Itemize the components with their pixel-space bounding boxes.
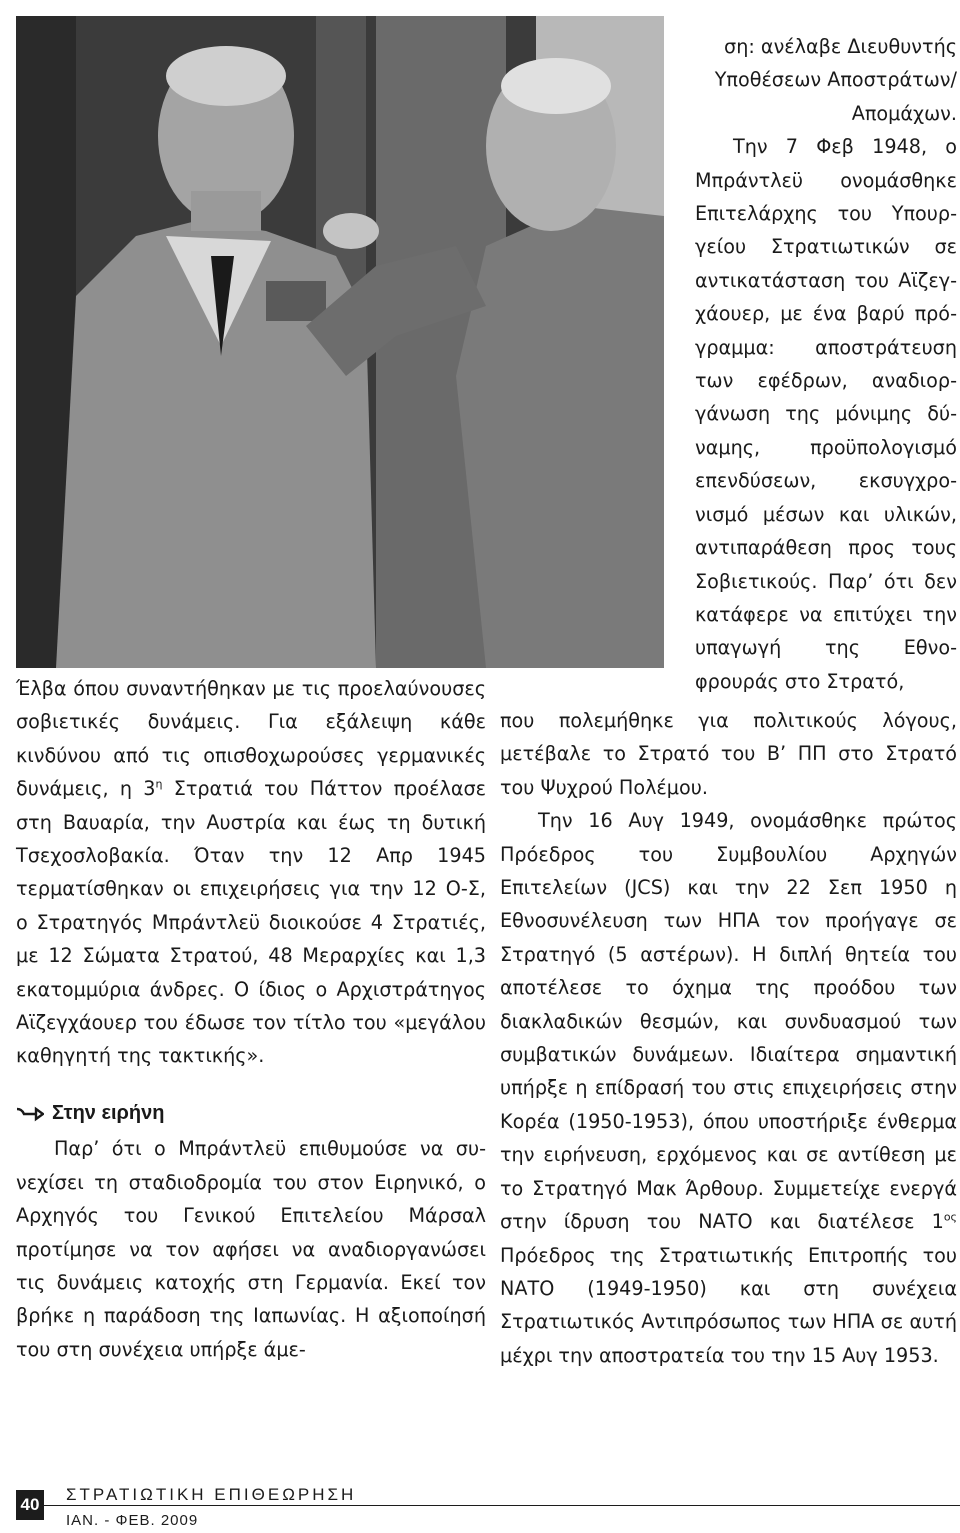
superscript: η	[155, 777, 163, 791]
right-column-top	[695, 30, 957, 698]
paragraph-cold-war-army: που πολεμήθηκε για πολιτικούς λόγους, μετέβαλε το Στρατό του Β’ ΠΠ στο Στρατό του Ψυχρού Πολέμου.	[500, 709, 957, 799]
page-number: 40	[16, 1490, 44, 1520]
photo-bradley-truman	[16, 16, 664, 668]
right-column	[500, 704, 957, 1372]
paragraph-chief-of-staff: Την 7 Φεβ 1948, ο Μπράντλεϋ ονομάσθηκε Επιτελάρχης του Υπουργείου Στρατιωτικών σε αντικατάσταση του Αϊζεγχάουερ, με ένα βαρύ πρόγραμμα: αποστράτευση των εφέδρων, αναδιοργάνωση της μόνιμης δύναμης, προϋπολογισμό επενδύσεων, εκσυγχρονισμό μέσων και υλικών, αντιπαράθεση προς τους Σοβιετικούς. Παρ’ ότι δεν κατάφερε να επιτύχει την υπαγωγή της Εθνοφρουράς στο Στρατό,	[695, 135, 957, 693]
issue-date: ΙΑΝ. - ΦΕΒ. 2009	[66, 1512, 199, 1529]
text-part: Έλβα όπου συναντήθηκαν με τις προελαύνουσες σοβιετικές δυνάμεις. Για εξάλειψη κάθε κινδύνου από τις οπισθοχωρούσες γερμανικές δυνάμεις, η 3	[16, 677, 486, 801]
left-column	[16, 672, 486, 1366]
arrow-right-icon	[16, 1106, 44, 1122]
text-part: Στρατιά του Πάττον προέλασε στη Βαυαρία, την Αυστρία και έως τη δυτική Τσεχοσλοβακία. Όταν την 12 Απρ 1945 τερματίσθηκαν οι επιχειρήσεις για την 12 Ο-Σ, ο Στρατηγός Μπράντλεϋ διοικούσε 4 Στρατιές, με 12 Σώματα Στρατού, 48 Μεραρχίες και 1,3 εκατομμύρια άνδρες. Ο ίδιος ο Αρχιστράτηγος Αϊζεγχάουερ του έδωσε τον τίτλο του «μεγάλου καθηγητή της τακτικής».	[16, 777, 486, 1068]
section-title: Στην ειρήνη	[52, 1101, 165, 1124]
journal-title: ΣΤΡΑΤΙΩΤΙΚΗ ΕΠΙΘΕΩΡΗΣΗ	[66, 1485, 357, 1504]
footer-divider	[44, 1505, 960, 1506]
section-heading	[16, 1097, 486, 1130]
text-part: Πρόεδρος της Στρατιωτικής Επιτροπής του ΝΑΤΟ (1949-1950) και στη συνέχεια Στρατιωτικός Αντιπρόσωπος των ΗΠΑ σε αυτή μέχρι την αποστρατεία του την 15 Αυγ 1953.	[500, 1243, 957, 1367]
photo-illustration	[16, 16, 664, 668]
paragraph-jcs-chairman	[500, 804, 957, 1372]
paragraph-peace: Παρ’ ότι ο Μπράντλεϋ επιθυμούσε να συνεχίσει τη σταδιοδρομία του στον Ειρηνικό, ο Αρχηγός του Γενικού Επιτελείου Μάρσαλ προτίμησε να τον αφήσει να αναδιοργανώσει τις δυνάμεις κατοχής στη Γερμανία. Εκεί τον βρήκε η παράδοση της Ιαπωνίας. Η αξιοποίησή του στη συνέχεια υπήρξε άμε-	[16, 1137, 486, 1361]
paragraph-continued: ση: ανέλαβε Διευθυντής Υποθέσεων Αποστράτων/Απομάχων.	[714, 35, 957, 125]
text-part: Την 16 Αυγ 1949, ονομάσθηκε πρώτος Πρόεδρος του Συμβουλίου Αρχηγών Επιτελείων (JCS) και την 22 Σεπ 1950 η Εθνοσυνέλευση των ΗΠΑ τον προήγαγε σε Στρατηγό (5 αστέρων). Η διπλή θητεία του αποτέλεσε το όχημα της προόδου των διακλαδικών θεσμών, και συνδυασμού των συμβατικών δυνάμεων. Ιδιαίτερα σημαντική υπήρξε η επίδρασή του στις επιχειρήσεις στην Κορέα (1950-1953), όπου υποστήριξε ένθερμα την ειρήνευση, ερχόμενος και σε αντίθεση με το Στρατηγό Μακ Άρθουρ. Συμμετείχε ενεργά στην ίδρυση του ΝΑΤΟ και διατέλεσε 1	[500, 809, 957, 1234]
paragraph-patton-advance	[16, 672, 486, 1073]
superscript: ος	[943, 1210, 957, 1224]
